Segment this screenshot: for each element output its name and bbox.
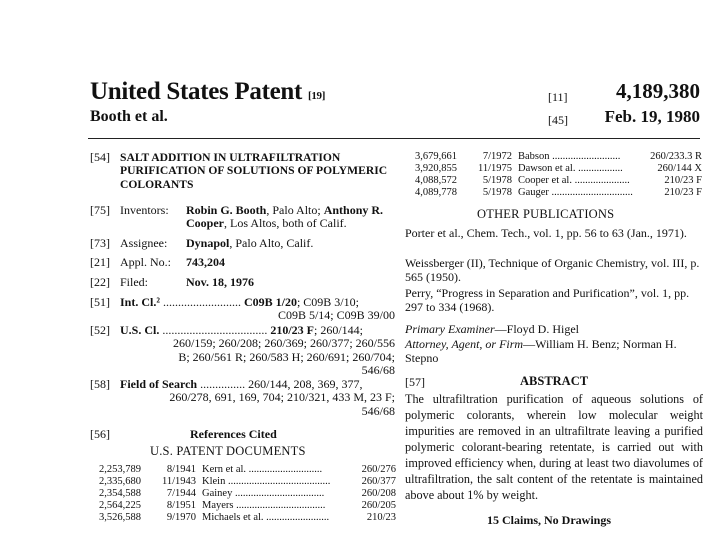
other-publications-heading: OTHER PUBLICATIONS <box>477 207 615 221</box>
publication-1: Porter et al., Chem. Tech., vol. 1, pp. 56 to 63 (Jan., 1971). <box>405 226 687 240</box>
reference-inventor: Babson <box>518 151 550 162</box>
reference-class: 260/377 <box>361 476 396 487</box>
reference-date: 5/1978 <box>482 187 512 198</box>
inventors-value: Robin G. Booth, Palo Alto; Anthony R. Cooper, Los Altos, both of Calif. <box>186 203 384 231</box>
reference-inventor: Cooper et al. <box>518 175 572 186</box>
references-code: [56] <box>90 427 110 441</box>
reference-table-left <box>99 464 399 524</box>
reference-leader: .................................. <box>233 500 326 511</box>
reference-class: 260/233.3 R <box>650 151 702 162</box>
authors: Booth et al. <box>90 108 168 125</box>
reference-row <box>415 163 705 175</box>
reference-class: 260/208 <box>361 488 396 499</box>
date-tag: [45] <box>548 113 568 127</box>
reference-name <box>518 163 646 175</box>
field-uscl: [52] U.S. Cl. ................................... 210/23 F; 260/144; 260/159; 260/208; 260/369; 260/377; 260/556 B; 260/561 R; 260/583 H; 260/691; 260/704; 546/68 <box>90 323 395 378</box>
claims-count: 15 Claims, No Drawings <box>487 513 612 527</box>
reference-row <box>415 175 705 187</box>
patent-number: 4,189,380 <box>616 79 700 103</box>
reference-table-right <box>415 151 705 199</box>
filed-value: Nov. 18, 1976 <box>186 275 255 289</box>
reference-name <box>518 151 646 163</box>
reference-number: 2,354,588 <box>99 488 141 499</box>
reference-row <box>415 151 705 163</box>
reference-number: 2,564,225 <box>99 500 141 511</box>
reference-number: 2,253,789 <box>99 464 141 475</box>
reference-class: 210/23 <box>366 512 396 523</box>
abstract-text: The ultrafiltration purification of aqueous solutions of polymeric colorants, wherein low molecular weight impurities are removed in an ultrafiltrate leaving a purified polymeric colorant-bearing retentate, is carried out with improved efficiency when, during at least two diavolumes of ultrafiltration, the salt content of the retentate is maintained above about 1% by weight. <box>405 392 703 502</box>
patent-date: Feb. 19, 1980 <box>604 107 700 126</box>
reference-name <box>518 187 646 199</box>
reference-number: 2,335,680 <box>99 476 141 487</box>
reference-name <box>202 512 355 524</box>
reference-date: 7/1972 <box>482 151 512 162</box>
reference-leader: ........................ <box>263 512 330 523</box>
reference-inventor: Kern et al. <box>202 464 247 475</box>
reference-date: 5/1978 <box>482 175 512 186</box>
reference-name <box>202 464 355 476</box>
reference-name <box>518 175 646 187</box>
reference-number: 3,526,588 <box>99 512 141 523</box>
primary-examiner: Primary Examiner—Floyd D. Higel <box>405 322 579 336</box>
reference-leader: ................. <box>575 163 623 174</box>
field-intcl: [51] Int. Cl.² .......................... C09B 1/20; C09B 3/10; C09B 5/14; C09B 39/00 <box>90 295 395 323</box>
attorney: Attorney, Agent, or Firm—William H. Benz; Norman H. Stepno <box>405 337 677 366</box>
reference-row <box>99 464 399 476</box>
reference-date: 9/1970 <box>166 512 196 523</box>
reference-leader: ............................ <box>246 464 323 475</box>
assignee-value: Dynapol, Palo Alto, Calif. <box>186 236 314 250</box>
reference-class: 210/23 F <box>664 175 702 186</box>
field-search: [58] Field of Search ............... 260/144, 208, 369, 377, 260/278, 691, 169, 704; 210/321, 433 M, 23 F; 546/68 <box>90 377 395 418</box>
reference-date: 11/1943 <box>161 476 196 487</box>
abstract-title: ABSTRACT <box>520 374 589 388</box>
title-tag: [19] <box>307 90 326 102</box>
publication-3: Perry, “Progress in Separation and Purification”, vol. 1, pp. 297 to 334 (1968). <box>405 286 690 315</box>
field-title: [54] SALT ADDITION IN ULTRAFILTRATION PURIFICATION OF SOLUTIONS OF POLYMERIC COLORANTS <box>90 151 395 193</box>
reference-class: 210/23 F <box>664 187 702 198</box>
reference-leader: ..................... <box>571 175 630 186</box>
reference-name <box>202 488 355 500</box>
reference-name <box>202 500 355 512</box>
field-inventors: [75] Inventors: Robin G. Booth, Palo Alto; Anthony R. Cooper, Los Altos, both of Calif. <box>90 204 395 234</box>
patent-title: United States Patent [19] <box>90 78 326 105</box>
reference-date: 8/1941 <box>166 464 196 475</box>
reference-inventor: Gauger <box>518 187 549 198</box>
reference-class: 260/276 <box>361 464 396 475</box>
reference-row <box>99 488 399 500</box>
header-rule <box>88 138 700 139</box>
reference-row <box>99 500 399 512</box>
reference-name <box>202 476 355 488</box>
reference-leader: ............................... <box>548 187 633 198</box>
reference-row <box>415 187 705 199</box>
reference-class: 260/144 X <box>657 163 702 174</box>
reference-class: 260/205 <box>361 500 396 511</box>
reference-leader: .......................... <box>549 151 621 162</box>
patent-number-tag: [11] <box>548 90 568 104</box>
reference-inventor: Mayers <box>202 500 234 511</box>
references-title: References Cited <box>190 427 277 441</box>
reference-date: 8/1951 <box>166 500 196 511</box>
reference-date: 11/1975 <box>477 163 512 174</box>
us-patent-documents-heading: U.S. PATENT DOCUMENTS <box>150 444 306 458</box>
reference-number: 4,088,572 <box>415 175 457 186</box>
invention-title: SALT ADDITION IN ULTRAFILTRATION PURIFICATION OF SOLUTIONS OF POLYMERIC COLORANTS <box>120 151 388 191</box>
abstract-code: [57] <box>405 375 425 389</box>
reference-number: 3,679,661 <box>415 151 457 162</box>
reference-leader: ....................................... <box>225 476 331 487</box>
reference-inventor: Michaels et al. <box>202 512 264 523</box>
reference-inventor: Klein <box>202 476 226 487</box>
publication-2: Weissberger (II), Technique of Organic Chemistry, vol. III, p. 565 (1950). <box>405 256 700 285</box>
reference-date: 7/1944 <box>166 488 196 499</box>
reference-row <box>99 476 399 488</box>
reference-inventor: Gainey <box>202 488 233 499</box>
reference-inventor: Dawson et al. <box>518 163 576 174</box>
reference-leader: .................................. <box>232 488 325 499</box>
reference-row <box>99 512 399 524</box>
appl-value: 743,204 <box>186 255 225 269</box>
reference-number: 4,089,778 <box>415 187 457 198</box>
reference-number: 3,920,855 <box>415 163 457 174</box>
